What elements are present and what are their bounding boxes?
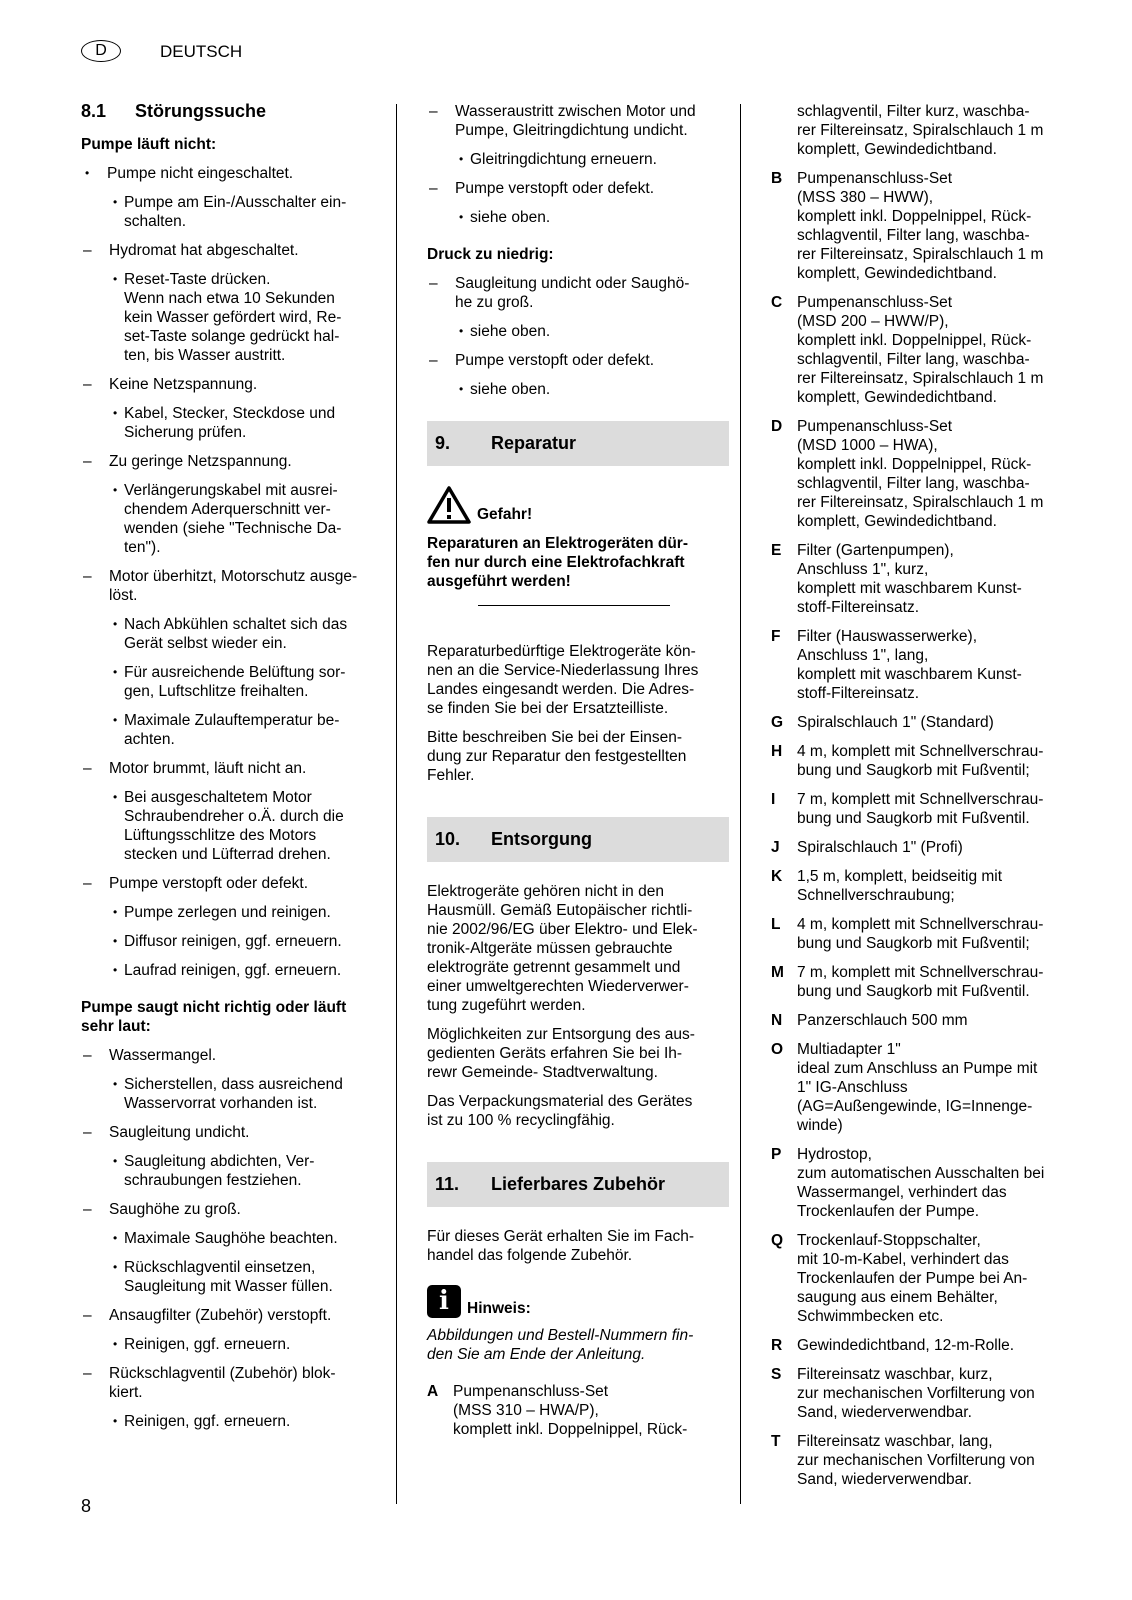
- accessory-text: Filter (Gartenpumpen), Anschluss 1", kurz, komplett mit waschbarem Kunst- stoff-Filtereinsatz.: [797, 542, 1022, 616]
- accessory-item: [771, 1040, 1075, 1135]
- disposal-paragraph-2: Möglichkeiten zur Entsorgung des aus- gedienten Geräts erfahren Sie bei Ih- rewr Gemeinde- Stadtverwaltung.: [427, 1026, 695, 1081]
- remedy-item: • Diffusor reinigen, ggf. erneuern.: [113, 933, 342, 950]
- accessory-text: Pumpenanschluss-Set (MSD 200 – HWW/P), komplett inkl. Doppelnippel, Rück- schlagventil, Filter lang, waschba- rer Filtereinsatz, Spiralschlauch 1 m komplett, Gewindedichtband.: [797, 294, 1044, 406]
- accessory-letter: O: [771, 1041, 784, 1058]
- accessory-item: [771, 867, 1075, 905]
- list-item: – Wassermangel.: [83, 1047, 217, 1064]
- accessory-item: [771, 541, 1075, 617]
- accessory-letter: S: [771, 1366, 782, 1383]
- remedy-item: • siehe oben.: [459, 381, 551, 398]
- accessory-letter: E: [771, 542, 782, 559]
- accessory-text: 1,5 m, komplett, beidseitig mit Schnellverschraubung;: [797, 868, 1003, 904]
- accessory-item: [771, 1432, 1075, 1489]
- accessory-letter: K: [771, 868, 783, 885]
- accessory-letter: D: [771, 418, 783, 435]
- remedy-item: • Für ausreichende Belüftung sor- gen, Luftschlitze freihalten.: [113, 664, 346, 700]
- divider: [478, 605, 670, 606]
- language-label: DEUTSCH: [160, 41, 243, 61]
- disposal-paragraph-1: Elektrogeräte gehören nicht in den Hausmüll. Gemäß Eutopäischer richtli- nie 2002/96/EG über Elektro- und Elek- tronik-Altgeräte müssen gebrauchte elektrogräte getrennt gesammelt und einer umweltgerechten Wiederverwer- tung zugeführt werden.: [427, 883, 698, 1014]
- accessory-text: 4 m, komplett mit Schnellverschrau- bung und Saugkorb mit Fußventil;: [797, 916, 1044, 952]
- accessory-item: [771, 790, 1075, 828]
- danger-text: Reparaturen an Elektrogeräten dür- fen nur durch eine Elektrofachkraft ausgeführt werden!: [427, 535, 688, 590]
- accessory-item: [771, 417, 1075, 531]
- accessory-text: 4 m, komplett mit Schnellverschrau- bung und Saugkorb mit Fußventil;: [797, 743, 1044, 779]
- list-item: – Saughöhe zu groß.: [83, 1201, 241, 1218]
- language-badge: D: [81, 40, 121, 62]
- accessory-text: Pumpenanschluss-Set (MSD 1000 – HWA), komplett inkl. Doppelnippel, Rück- schlagventil, Filter lang, waschba- rer Filtereinsatz, Spiralschlauch 1 m komplett, Gewindedichtband.: [797, 418, 1044, 530]
- warning-triangle-icon: [427, 486, 471, 524]
- accessory-item: [771, 742, 1075, 780]
- accessory-letter: C: [771, 294, 783, 311]
- list-item: – Motor überhitzt, Motorschutz ausge- löst.: [83, 568, 358, 604]
- section-heading-8-1: 8.1 Störungssuche: [81, 101, 267, 121]
- remedy-item: • siehe oben.: [459, 323, 551, 340]
- accessory-item: [771, 915, 1075, 953]
- list-item: – Saugleitung undicht oder Saughö- he zu groß.: [429, 275, 690, 311]
- section-heading-disposal: 10. Entsorgung: [427, 817, 729, 862]
- accessory-text: Filtereinsatz waschbar, kurz, zur mechanischen Vorfilterung von Sand, wiederverwendbar.: [797, 1366, 1035, 1421]
- accessory-item-continued: schlagventil, Filter kurz, waschba- rer Filtereinsatz, Spiralschlauch 1 m komplett, Gewindedichtband.: [797, 103, 1044, 158]
- section-heading-accessories: 11. Lieferbares Zubehör: [427, 1162, 729, 1207]
- accessory-item: [771, 838, 1075, 857]
- list-item: – Saugleitung undicht.: [83, 1124, 250, 1141]
- remedy-item: • Verlängerungskabel mit ausrei- chendem Aderquerschnitt ver- wenden (siehe "Technische Da- ten").: [113, 482, 342, 556]
- accessory-letter: N: [771, 1012, 783, 1029]
- accessories-intro: Für dieses Gerät erhalten Sie im Fach- handel das folgende Zubehör.: [427, 1228, 695, 1264]
- accessory-text: Filter (Hauswasserwerke), Anschluss 1", lang, komplett mit waschbarem Kunst- stoff-Filtereinsatz.: [797, 628, 1022, 702]
- accessory-letter: G: [771, 714, 784, 731]
- list-item: – Pumpe verstopft oder defekt.: [429, 352, 655, 369]
- note-text: Abbildungen und Bestell-Nummern fin- den Sie am Ende der Anleitung.: [427, 1327, 694, 1363]
- column-troubleshooting: [81, 102, 387, 1441]
- accessory-item: A Pumpenanschluss-Set (MSS 310 – HWA/P), komplett inkl. Doppelnippel, Rück-: [427, 1383, 688, 1438]
- remedy-item: • Laufrad reinigen, ggf. erneuern.: [113, 962, 342, 979]
- accessory-letter: J: [771, 839, 780, 856]
- page-header: [81, 38, 242, 64]
- accessory-letter: B: [771, 170, 783, 187]
- list-item: – Keine Netzspannung.: [83, 376, 258, 393]
- remedy-item: • Bei ausgeschaltetem Motor Schraubendreher o.Ä. durch die Lüftungsschlitze des Motors stecken und Lüfterrad drehen.: [113, 789, 344, 863]
- accessory-letter: H: [771, 743, 783, 760]
- page-number: 8: [81, 1496, 92, 1516]
- remedy-item: • Saugleitung abdichten, Ver- schraubungen festziehen.: [113, 1153, 315, 1189]
- accessory-letter: P: [771, 1146, 782, 1163]
- remedy-item: • Rückschlagventil einsetzen, Saugleitung mit Wasser füllen.: [113, 1259, 333, 1295]
- accessory-text: Filtereinsatz waschbar, lang, zur mechanischen Vorfilterung von Sand, wiederverwendbar.: [797, 1433, 1035, 1488]
- accessory-item: [771, 1011, 1075, 1030]
- remedy-item: • Maximale Saughöhe beachten.: [113, 1230, 338, 1247]
- list-item: – Ansaugfilter (Zubehör) verstopft.: [83, 1307, 332, 1324]
- remedy-item: • siehe oben.: [459, 209, 551, 226]
- accessory-letter: Q: [771, 1232, 784, 1249]
- repair-paragraph-2: Bitte beschreiben Sie bei der Einsen- dung zur Reparatur den festgestellten Fehler.: [427, 729, 687, 784]
- remedy-item: • Nach Abkühlen schaltet sich das Gerät selbst wieder ein.: [113, 616, 348, 652]
- accessory-item: [771, 963, 1075, 1001]
- accessory-item: [771, 1365, 1075, 1422]
- accessory-text: Spiralschlauch 1" (Profi): [797, 839, 963, 856]
- accessory-item: [771, 293, 1075, 407]
- remedy-item: • Kabel, Stecker, Steckdose und Sicherung prüfen.: [113, 405, 336, 441]
- remedy-item: • Gleitringdichtung erneuern.: [459, 151, 657, 168]
- remedy-item: • Maximale Zulauftemperatur be- achten.: [113, 712, 340, 748]
- remedy-item: • Reinigen, ggf. erneuern.: [113, 1413, 291, 1430]
- accessory-letter: T: [771, 1433, 781, 1450]
- accessory-letter: I: [771, 791, 776, 808]
- remedy-item: • Sicherstellen, dass ausreichend Wasservorrat vorhanden ist.: [113, 1076, 343, 1112]
- accessory-text: Spiralschlauch 1" (Standard): [797, 714, 994, 731]
- accessory-text: Pumpenanschluss-Set (MSS 380 – HWW), komplett inkl. Doppelnippel, Rück- schlagventil, Filter lang, waschba- rer Filtereinsatz, Spiralschlauch 1 m komplett, Gewindedichtband.: [797, 170, 1044, 282]
- list-item: – Pumpe verstopft oder defekt.: [83, 875, 309, 892]
- accessory-item: [771, 1231, 1075, 1326]
- list-item: – Rückschlagventil (Zubehör) blok- kiert.: [83, 1365, 336, 1401]
- note-label: Hinweis:: [467, 1300, 531, 1317]
- accessory-text: Gewindedichtband, 12-m-Rolle.: [797, 1337, 1015, 1354]
- subheading-pressure-low: Druck zu niedrig:: [427, 246, 554, 263]
- accessory-item: [771, 1145, 1075, 1221]
- accessory-text: Panzerschlauch 500 mm: [797, 1012, 968, 1029]
- column-middle: [427, 102, 729, 1449]
- list-item: – Zu geringe Netzspannung.: [83, 453, 292, 470]
- accessory-text: 7 m, komplett mit Schnellverschrau- bung und Saugkorb mit Fußventil.: [797, 964, 1044, 1000]
- column-divider-2: [740, 104, 741, 1504]
- subheading-pump-not-running: Pumpe läuft nicht:: [81, 136, 217, 153]
- list-item: • Pumpe nicht eingeschaltet.: [85, 165, 294, 182]
- accessory-letter: M: [771, 964, 784, 981]
- list-item: – Hydromat hat abgeschaltet.: [83, 242, 299, 259]
- disposal-paragraph-3: Das Verpackungsmaterial des Gerätes ist zu 100 % recyclingfähig.: [427, 1093, 693, 1129]
- danger-callout: [427, 486, 729, 524]
- accessory-text: 7 m, komplett mit Schnellverschrau- bung und Saugkorb mit Fußventil.: [797, 791, 1044, 827]
- section-heading-repair: 9. Reparatur: [427, 421, 729, 466]
- subheading-pump-noisy: Pumpe saugt nicht richtig oder läuft sehr laut:: [81, 999, 347, 1035]
- note-callout: [427, 1285, 729, 1318]
- column-accessories: [771, 102, 1075, 1499]
- accessory-letter: F: [771, 628, 781, 645]
- accessory-item: [771, 627, 1075, 703]
- accessory-item: [771, 169, 1075, 283]
- accessory-item: [771, 1336, 1075, 1355]
- accessory-list: [771, 169, 1075, 1489]
- accessory-text: Trockenlauf-Stoppschalter, mit 10-m-Kabel, verhindert das Trockenlaufen der Pumpe bei An- saugung aus einem Behälter, Schwimmbecken etc.: [797, 1232, 1028, 1325]
- remedy-item: • Reset-Taste drücken. Wenn nach etwa 10 Sekunden kein Wasser gefördert wird, Re- set-Taste solange gedrückt hal- ten, bis Wasser austritt.: [113, 271, 342, 364]
- accessory-item: [771, 713, 1075, 732]
- accessory-text: Hydrostop, zum automatischen Ausschalten bei Wassermangel, verhindert das Trockenlaufen der Pumpe.: [797, 1146, 1045, 1220]
- list-item: – Pumpe verstopft oder defekt.: [429, 180, 655, 197]
- danger-label: Gefahr!: [477, 506, 533, 523]
- info-icon: i: [427, 1285, 461, 1318]
- list-item: – Motor brummt, läuft nicht an.: [83, 760, 307, 777]
- remedy-item: • Pumpe am Ein-/Ausschalter ein- schalten.: [113, 194, 347, 230]
- repair-paragraph-1: Reparaturbedürftige Elektrogeräte kön- nen an die Service-Niederlassung Ihres Landes eingesandt werden. Die Adres- se finden Sie bei der Ersatzteilliste.: [427, 643, 699, 717]
- accessory-text: Multiadapter 1" ideal zum Anschluss an Pumpe mit 1" IG-Anschluss (AG=Außengewinde, IG=Innenge- winde): [797, 1041, 1038, 1134]
- accessory-letter: L: [771, 916, 781, 933]
- list-item: – Wasseraustritt zwischen Motor und Pumpe, Gleitringdichtung undicht.: [429, 103, 696, 139]
- column-divider-1: [396, 104, 397, 1504]
- accessory-letter: R: [771, 1337, 783, 1354]
- remedy-item: • Pumpe zerlegen und reinigen.: [113, 904, 331, 921]
- remedy-item: • Reinigen, ggf. erneuern.: [113, 1336, 291, 1353]
